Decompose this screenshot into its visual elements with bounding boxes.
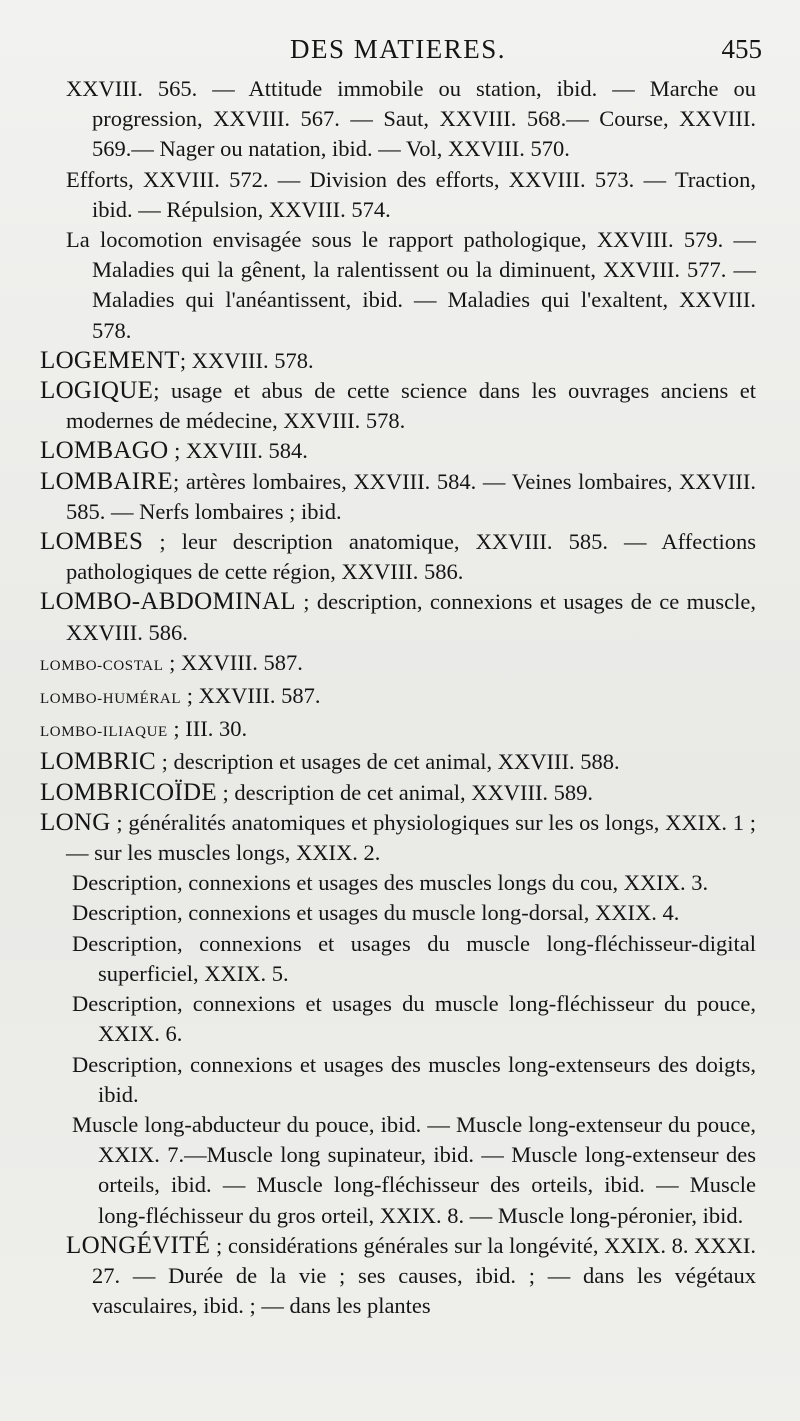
index-entry xyxy=(40,681,756,714)
index-entry xyxy=(40,714,756,747)
entry-text: ; considérations générales sur la longévité, XXIX. 8. XXXI. 27. — Durée de la vie ; ses causes, ibid. ; — dans les végétaux vasculaires, ibid. ; — dans les plantes xyxy=(92,1232,756,1319)
entry-headword: LONG xyxy=(40,808,111,836)
index-entries xyxy=(40,74,756,1321)
index-entry xyxy=(40,648,756,681)
entry-text: Efforts, XXVIII. 572. — Division des efforts, XXVIII. 573. — Traction, ibid. — Répulsion, XXVIII. 574. xyxy=(66,166,756,222)
page-header xyxy=(40,28,762,68)
entry-headword: LOMBO-HUMÉRAL xyxy=(40,691,182,708)
entry-text: ; usage et abus de cette science dans les ouvrages anciens et modernes de médecine, XXVIII. 578. xyxy=(66,378,756,434)
entry-text: ; généralités anatomiques et physiologiques sur les os longs, XXIX. 1 ; — sur les muscles longs, XXIX. 2. xyxy=(66,809,756,866)
entry-text: ; XXVIII. 587. xyxy=(181,683,321,709)
entry-text: Description, connexions et usages des muscles long-extenseurs des doigts, ibid. xyxy=(72,1051,756,1107)
index-entry xyxy=(66,1231,756,1322)
entry-headword: LOMBO-ILIAQUE xyxy=(40,724,168,741)
entry-text: Description, connexions et usages du muscle long-fléchisseur-digital superficiel, XXIX. 5. xyxy=(72,930,756,986)
entry-headword: LOMBAGO xyxy=(40,437,169,465)
entry-text: Description, connexions et usages du muscle long-dorsal, XXIX. 4. xyxy=(72,900,680,926)
entry-headword: LOMBRIC xyxy=(40,748,157,776)
entry-text: ; description et usages de cet animal, XXVIII. 588. xyxy=(156,749,620,775)
index-entry xyxy=(40,376,756,436)
entry-text: ; XXVIII. 578. xyxy=(179,347,314,373)
index-entry xyxy=(40,747,756,777)
index-entry xyxy=(66,225,756,346)
entry-text: Description, connexions et usages du muscle long-fléchisseur du pouce, XXIX. 6. xyxy=(72,991,756,1047)
entry-text: ; description, connexions et usages de ce muscle, XXVIII. 586. xyxy=(66,589,756,645)
index-entry xyxy=(72,868,756,898)
entry-headword: LOMBO-ABDOMINAL xyxy=(40,588,296,616)
entry-text: XXVIII. 565. — Attitude immobile ou station, ibid. — Marche ou progression, XXVIII. 567. — Saut, XXVIII. 568.— Course, XXVIII. 569.— Nager ou natation, ibid. — Vol, XXVIII. 570. xyxy=(66,76,756,162)
entry-headword: LOMBO-COSTAL xyxy=(40,657,164,674)
index-entry xyxy=(40,587,756,647)
index-entry xyxy=(40,436,756,466)
index-entry xyxy=(72,1110,756,1231)
entry-text: La locomotion envisagée sous le rapport pathologique, XXVIII. 579. — Maladies qui la gênent, la ralentissent ou la diminuent, XXVIII. 577. — Maladies qui l'anéantissent, ibid. — Maladies qui l'exaltent, XXVIII. 578. xyxy=(66,227,756,343)
running-title: DES MATIERES. xyxy=(289,34,506,64)
entry-headword: LOGIQUE xyxy=(40,377,154,405)
entry-text: ; description de cet animal, XXVIII. 589. xyxy=(216,779,594,805)
index-entry xyxy=(72,989,756,1049)
index-entry xyxy=(72,929,756,989)
entry-headword: LOMBAIRE xyxy=(40,467,173,495)
index-entry xyxy=(40,808,756,868)
index-entry xyxy=(72,898,756,928)
index-entry xyxy=(40,778,756,808)
entry-text: ; artères lombaires, XXVIII. 584. — Veines lombaires, XXVIII. 585. — Nerfs lombaires ; ibid. xyxy=(66,468,756,524)
entry-text: Muscle long-abducteur du pouce, ibid. — Muscle long-extenseur du pouce, XXIX. 7.—Muscle long supinateur, ibid. — Muscle long-extenseur des orteils, ibid. — Muscle long-fléchisseur des orteils, ibid. — Muscle long-fléchisseur du gros orteil, XXIX. 8. — Muscle long-péronier, ibid. xyxy=(72,1111,756,1228)
index-entry xyxy=(40,467,756,527)
index-entry xyxy=(66,165,756,225)
index-entry xyxy=(40,527,756,587)
entry-headword: LONGÉVITÉ xyxy=(66,1231,211,1259)
entry-text: Description, connexions et usages des muscles longs du cou, XXIX. 3. xyxy=(72,870,709,896)
entry-headword: LOMBRICOÏDE xyxy=(40,778,217,806)
entry-headword: LOMBES xyxy=(40,528,144,556)
entry-text: ; III. 30. xyxy=(167,716,248,742)
page-number: 455 xyxy=(721,34,762,64)
entry-text: ; XXVIII. 587. xyxy=(163,649,303,675)
entry-headword: LOGEMENT xyxy=(40,346,180,374)
entry-text: ; leur description anatomique, XXVIII. 585. — Affections pathologiques de cette région, XXVIII. 586. xyxy=(66,529,756,585)
index-entry xyxy=(40,346,756,376)
index-entry xyxy=(72,1050,756,1110)
index-entry xyxy=(66,74,756,165)
entry-text: ; XXVIII. 584. xyxy=(168,438,308,464)
